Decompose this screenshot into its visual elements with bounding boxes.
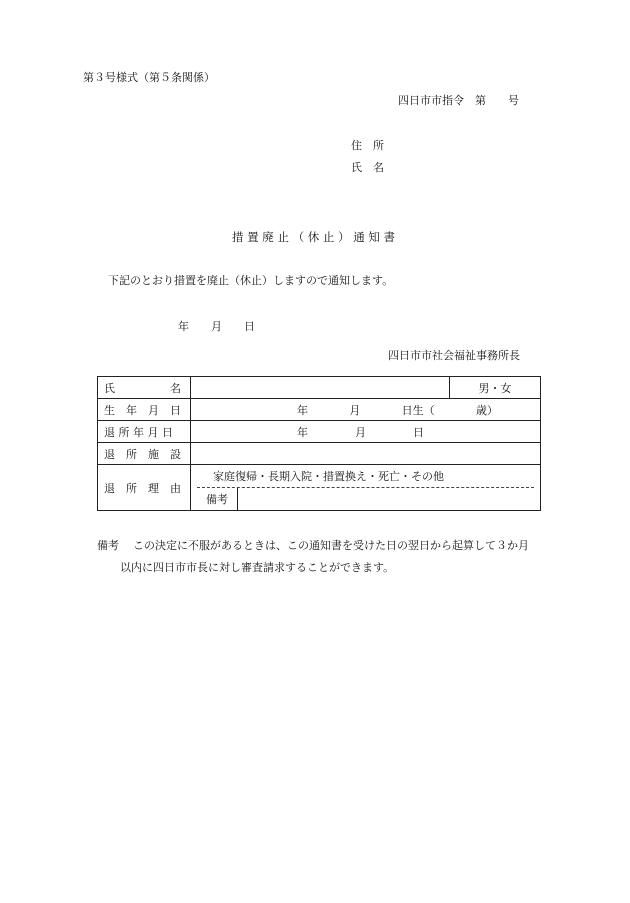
reason-options[interactable]: 家庭復帰・長期入院・措置換え・死亡・その他: [197, 465, 534, 488]
reference-number: 四日市市指令 第 号: [398, 94, 519, 107]
name-label: 氏 名: [351, 161, 384, 174]
intro-text: 下記のとおり措置を廃止（休止）しますので通知します。: [108, 274, 394, 287]
note-label: 備考: [97, 539, 119, 552]
table-row: [98, 399, 541, 421]
dob-row-label: 生 年 月 日: [98, 399, 191, 421]
note-line-2: 以内に四日市市長に対し審査請求することができます。: [120, 561, 395, 574]
issuer-name: 四日市市社会福祉事務所長: [388, 349, 520, 362]
table-row: [98, 377, 541, 399]
reason-row-label: 退 所 理 由: [98, 465, 191, 511]
retire-date-row-label: 退 所 年 月 日: [98, 421, 191, 443]
table-row: [98, 443, 541, 465]
remarks-field[interactable]: [238, 488, 534, 510]
retire-date-field[interactable]: 年 月 日: [191, 421, 541, 443]
date-line: 年 月 日: [178, 320, 255, 333]
dob-field[interactable]: 年 月 日生（ 歳）: [191, 399, 541, 421]
document-title: 措 置 廃 止 （ 休 止 ） 通 知 書: [232, 230, 396, 244]
facility-field[interactable]: [191, 443, 541, 465]
name-field[interactable]: [191, 377, 450, 399]
table-row: [98, 465, 541, 511]
name-row-label: 氏 名: [98, 377, 191, 399]
form-number: 第３号様式（第５条関係）: [83, 71, 215, 84]
notice-table: [97, 376, 541, 511]
gender-field[interactable]: 男・女: [450, 377, 541, 399]
note-line-1: この決定に不服があるときは、この通知書を受けた日の翌日から起算して３か月: [133, 539, 529, 552]
address-label: 住 所: [351, 139, 384, 152]
reason-field: [191, 465, 541, 511]
table-row: [98, 421, 541, 443]
facility-row-label: 退 所 施 設: [98, 443, 191, 465]
remarks-label: 備考: [197, 488, 238, 510]
